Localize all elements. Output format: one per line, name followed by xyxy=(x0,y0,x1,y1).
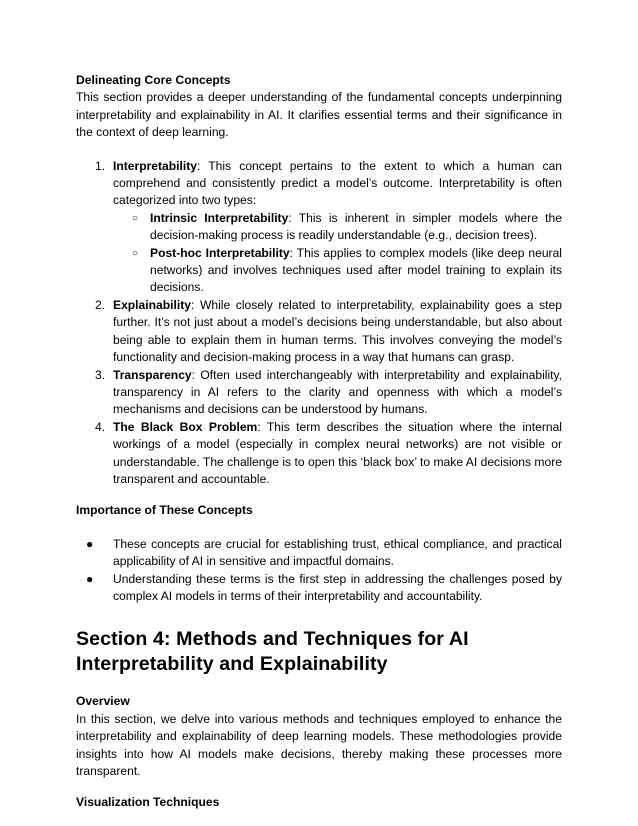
bullet-icon: ● xyxy=(86,536,94,551)
core-concepts-list xyxy=(76,158,562,489)
bullet-text: Understanding these terms is the first step in addressing the challenges posed by complex AI models in terms of their interpretability and accountability. xyxy=(113,571,562,603)
bullet-icon: ● xyxy=(86,571,94,586)
list-number: 2. xyxy=(95,297,106,312)
core-concepts-intro: This section provides a deeper understanding of the fundamental concepts underpinning interpretability and explainability in AI. It clarifies essential terms and their significance in the context of deep learning. xyxy=(76,90,562,140)
hollow-bullet-icon: ○ xyxy=(132,212,139,224)
interpretability-types-list xyxy=(113,210,562,297)
list-item-post-hoc xyxy=(132,245,562,297)
bullet-text: These concepts are crucial for establishing trust, ethical compliance, and practical applicability of AI in sensitive and impactful domains. xyxy=(113,536,562,569)
list-number: 4. xyxy=(95,419,106,434)
term-transparency: Transparency xyxy=(113,367,192,382)
hollow-bullet-icon: ○ xyxy=(132,247,139,259)
importance-heading: Importance of These Concepts xyxy=(76,503,253,518)
overview-heading: Overview xyxy=(76,694,130,709)
definition-text: : While closely related to interpretability, explainability goes a step further. It’s not just about a model’s decisions being understandable, but also about being able to explain them in human terms. This involves conveying the model’s functionality and decision-making process in a way that humans can grasp. xyxy=(113,297,562,365)
list-item xyxy=(86,536,562,571)
list-item-explainability xyxy=(95,297,562,367)
term-intrinsic-interpretability: Intrinsic Interpretability xyxy=(150,210,289,225)
term-post-hoc-interpretability: Post-hoc Interpretability xyxy=(150,245,290,260)
list-number: 1. xyxy=(95,158,106,173)
definition-text: : This term describes the situation where the internal workings of a model (especially in complex neural networks) are not visible or understandable. The challenge is to open this ‘black box’ to make AI decisions more transparent and accountable. xyxy=(113,419,562,486)
term-black-box-problem: The Black Box Problem xyxy=(113,419,258,434)
overview-text: In this section, we delve into various methods and techniques employed to enhance the interpretability and explainability of deep learning models. These methodologies provide insights into how AI models make decisions, thereby making these processes more transparent. xyxy=(76,711,562,778)
list-item-interpretability xyxy=(95,158,562,297)
definition-text: : This applies to complex models (like deep neural networks) and involves techniques used after model training to explain its decisions. xyxy=(150,245,562,295)
section-4-title: Section 4: Methods and Techniques for AI Interpretability and Explainability xyxy=(76,628,469,676)
list-item xyxy=(86,571,562,606)
term-explainability: Explainability xyxy=(113,297,191,312)
importance-list xyxy=(76,536,562,606)
definition-text: : This is inherent in simpler models where the decision-making process is readily understandable (e.g., decision trees). xyxy=(150,210,562,243)
list-number: 3. xyxy=(95,367,106,382)
term-interpretability: Interpretability xyxy=(113,158,198,173)
core-concepts-heading: Delineating Core Concepts xyxy=(76,73,231,87)
list-item-intrinsic xyxy=(132,210,562,245)
definition-text: : Often used interchangeably with interpretability and explainability, transparency in AI refers to the clarity and openness with which a model’s mechanisms and decisions can be understood by humans. xyxy=(113,367,562,417)
visualization-heading: Visualization Techniques xyxy=(76,795,220,810)
list-item-black-box xyxy=(95,419,562,489)
definition-text: : This concept pertains to the extent to which a human can comprehend and consistently predict a model’s outcome. Interpretability is often categorized into two types: xyxy=(113,158,562,208)
list-item-transparency xyxy=(95,367,562,419)
